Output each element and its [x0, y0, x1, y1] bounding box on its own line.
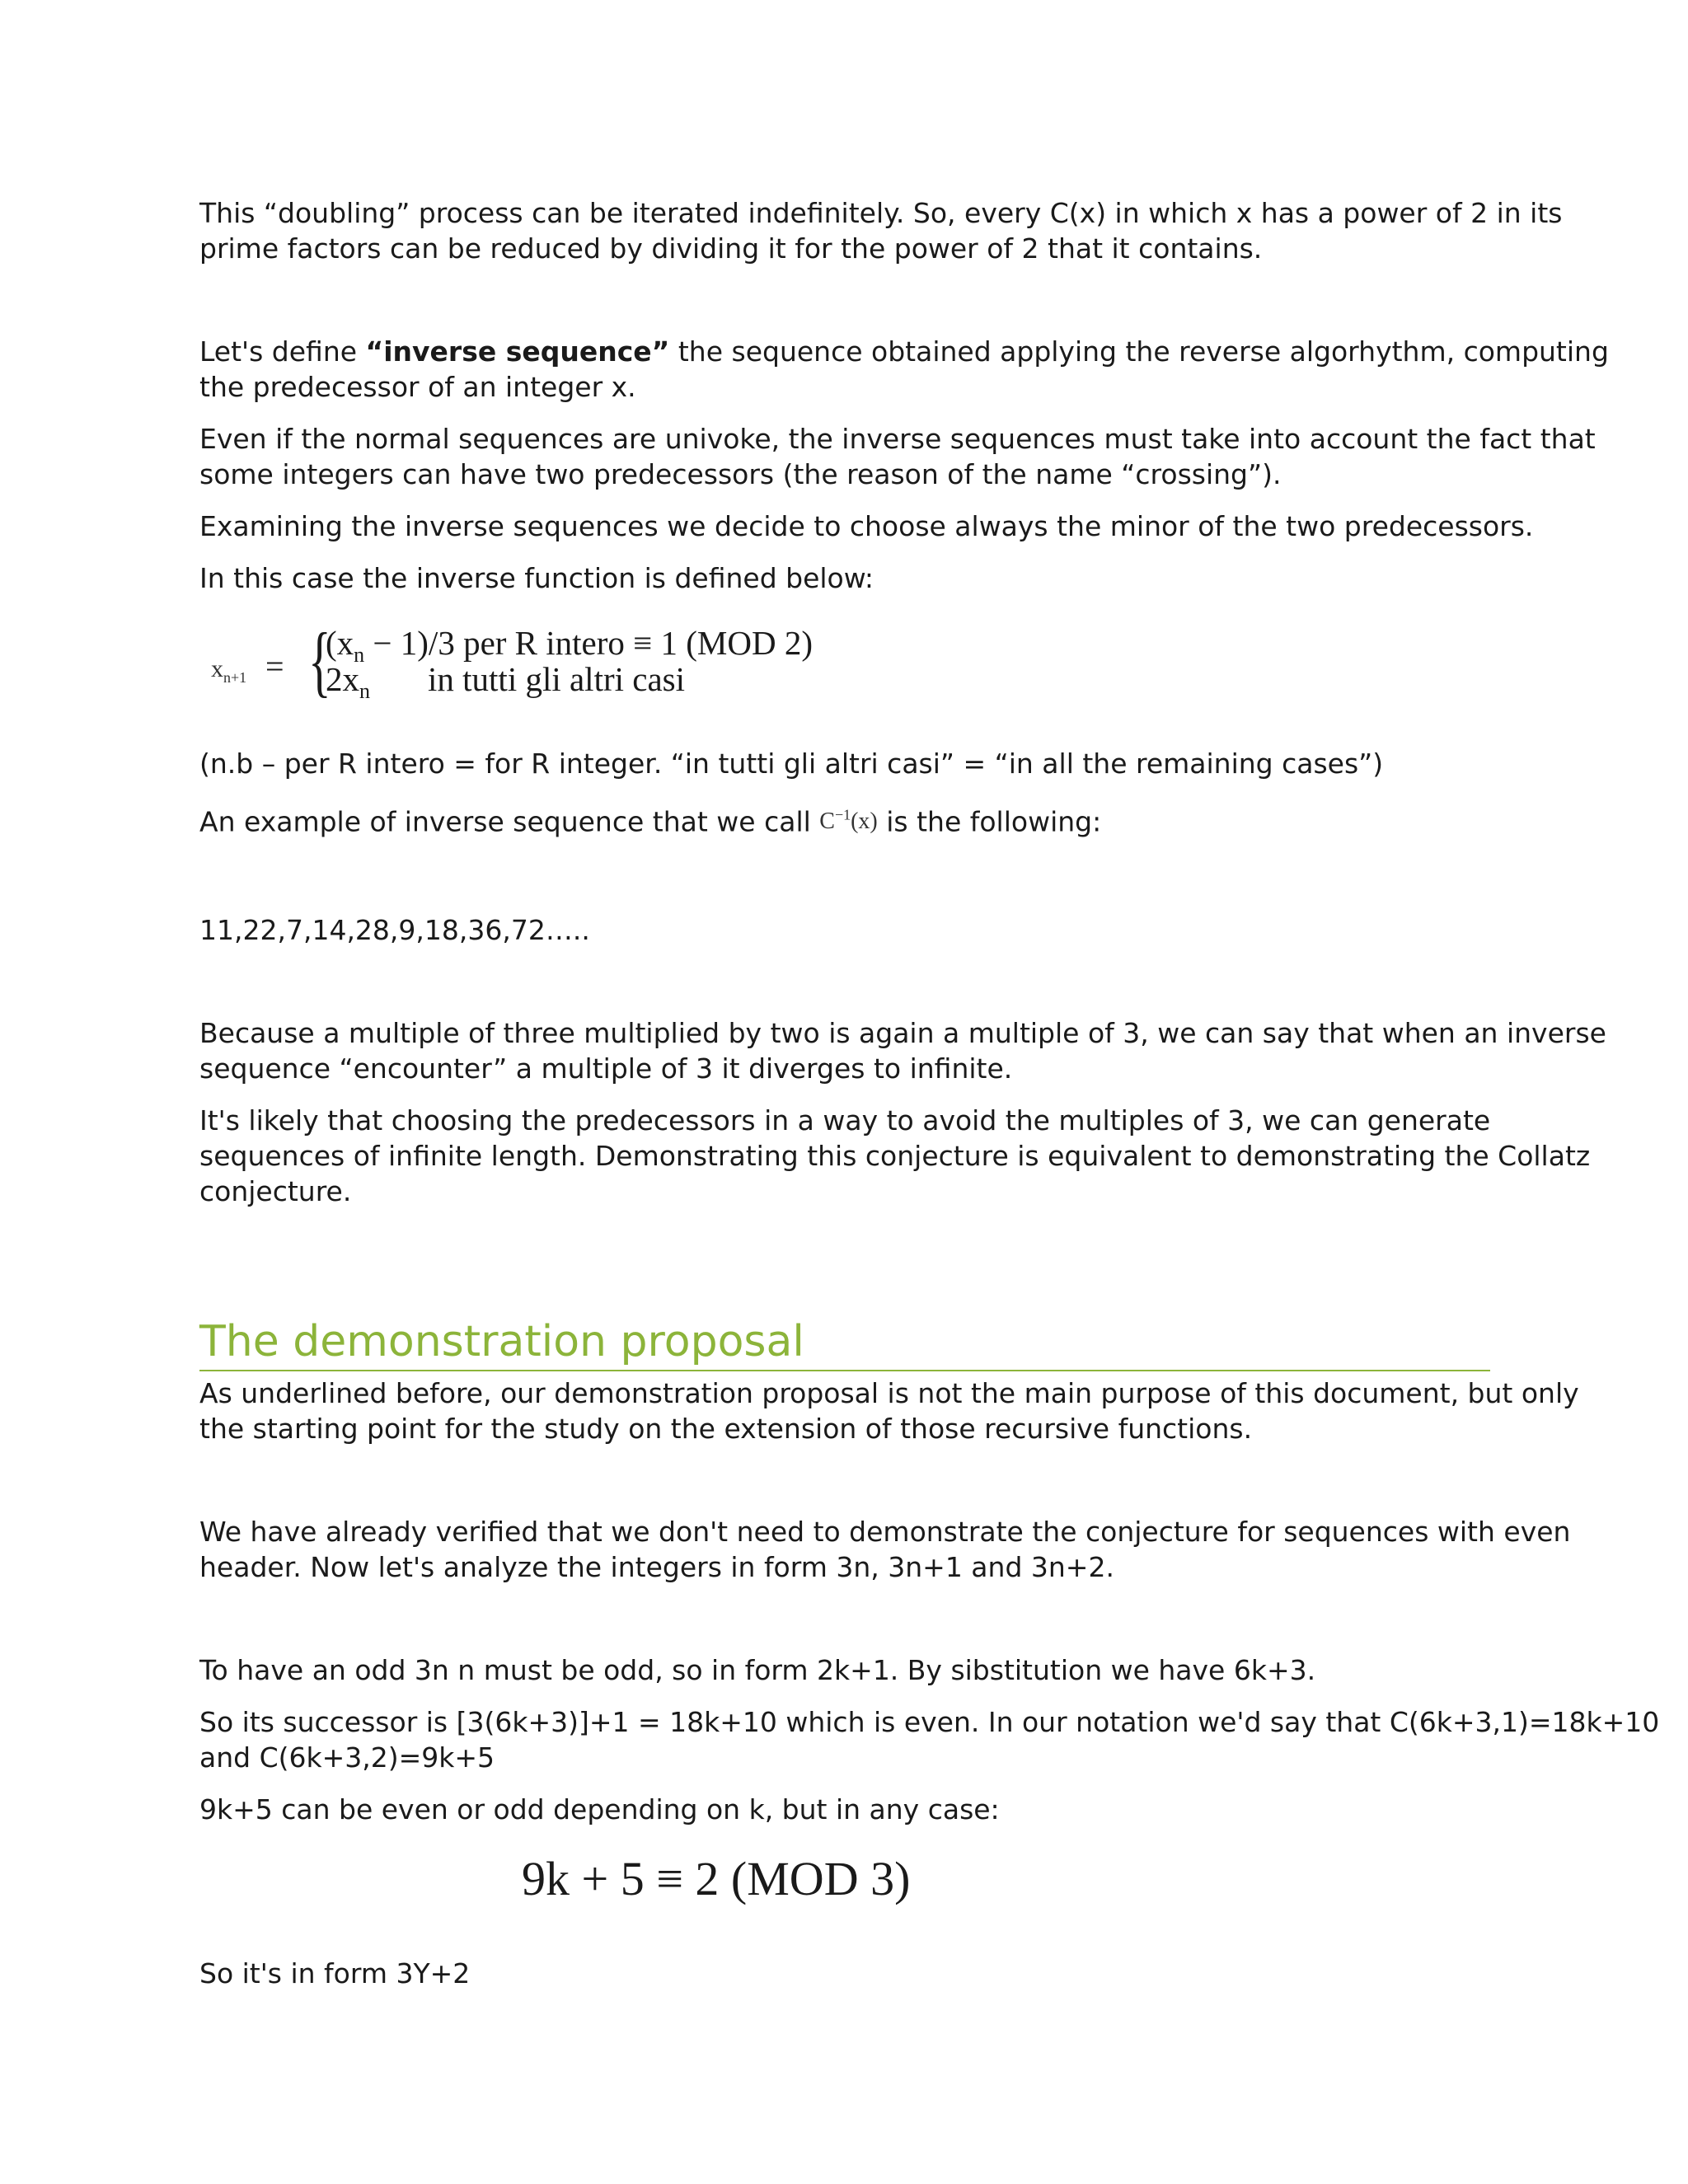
paragraph-inverse-function-intro: In this case the inverse function is defined below: — [199, 562, 874, 594]
paragraph-inverse-definition — [199, 334, 1609, 369]
paragraph-form-3y2: So it's in form 3Y+2 — [199, 1957, 471, 1990]
paragraph-univoke-line1: Even if the normal sequences are univoke, the inverse sequences must take into account the fact that — [199, 423, 1596, 455]
formula-equals: = — [265, 648, 284, 685]
inverse-c-notation: $C^{-1}(x)$ — [819, 807, 878, 835]
paragraph-even-header-line1: We have already verified that we don't need to demonstrate the conjecture for sequences with even — [199, 1516, 1571, 1548]
paragraph-underlined-before-line2: the starting point for the study on the extension of those recursive functions. — [199, 1413, 1253, 1445]
paragraph-infinite-length-line1: It's likely that choosing the predecessors in a way to avoid the multiples of 3, we can generate — [199, 1104, 1491, 1137]
paragraph-nb-translation: (n.b – per R intero = for R integer. “in tutti gli altri casi” = “in all the remaining cases”) — [199, 748, 1384, 780]
paragraph-univoke-line2: some integers can have two predecessors (the reason of the name “crossing”). — [199, 458, 1282, 490]
section-heading: The demonstration proposal — [199, 1317, 804, 1366]
paragraph-odd-3n: To have an odd 3n n must be odd, so in form 2k+1. By sibstitution we have 6k+3. — [199, 1654, 1316, 1686]
paragraph-9k5-parity: 9k+5 can be even or odd depending on k, but in any case: — [199, 1793, 1000, 1825]
paragraph-underlined-before-line1: As underlined before, our demonstration proposal is not the main purpose of this document, but only — [199, 1377, 1579, 1409]
paragraph-multiple-three-line2: sequence “encounter” a multiple of 3 it diverges to infinite. — [199, 1052, 1013, 1085]
paragraph-inverse-definition-line2: the predecessor of an integer x. — [199, 371, 636, 403]
paragraph-infinite-length-line2: sequences of infinite length. Demonstrating this conjecture is equivalent to demonstrating the Collatz — [199, 1140, 1591, 1172]
inverse-def-post: the sequence obtained applying the reverse algorhythm, computing — [669, 335, 1609, 368]
paragraph-successor-line2: and C(6k+3,2)=9k+5 — [199, 1741, 495, 1774]
formula-case-1: $(x_n - 1)/3$ per R intero ≡ 1 (MOD 2) — [326, 624, 814, 668]
inverse-def-pre: Let's define — [199, 335, 366, 368]
paragraph-sequence-example: 11,22,7,14,28,9,18,36,72….. — [199, 914, 590, 946]
equation-9k5-mod3: 9k + 5 ≡ 2 (MOD 3) — [522, 1852, 911, 1905]
heading-underline — [199, 1370, 1490, 1371]
paragraph-multiple-three-line1: Because a multiple of three multiplied by two is again a multiple of 3, we can say that when an inverse — [199, 1017, 1606, 1049]
paragraph-even-header-line2: header. Now let's analyze the integers in form 3n, 3n+1 and 3n+2. — [199, 1551, 1114, 1583]
paragraph-inverse-example: An example of inverse sequence that we call $C^{-1}(x)$ is the following: — [199, 805, 1102, 838]
paragraph-successor-line1: So its successor is [3(6k+3)]+1 = 18k+10 which is even. In our notation we'd say that C(6k+3,1)=18k+10 — [199, 1706, 1660, 1738]
inverse-sequence-term: “inverse sequence” — [365, 335, 670, 368]
formula-lhs: $x_{n+1}$ — [211, 655, 247, 686]
paragraph-infinite-length-line3: conjecture. — [199, 1175, 352, 1207]
paragraph-doubling-line2: prime factors can be reduced by dividing it for the power of 2 that it contains. — [199, 232, 1263, 265]
formula-case-2: $2x_n$ in tutti gli altri casi — [326, 660, 686, 704]
paragraph-minor-predecessor: Examining the inverse sequences we decide to choose always the minor of the two predecessors. — [199, 510, 1534, 542]
paragraph-doubling-line1: This “doubling” process can be iterated indefinitely. So, every C(x) in which x has a power of 2 in its — [199, 197, 1563, 229]
formula-brace: { — [308, 616, 331, 705]
